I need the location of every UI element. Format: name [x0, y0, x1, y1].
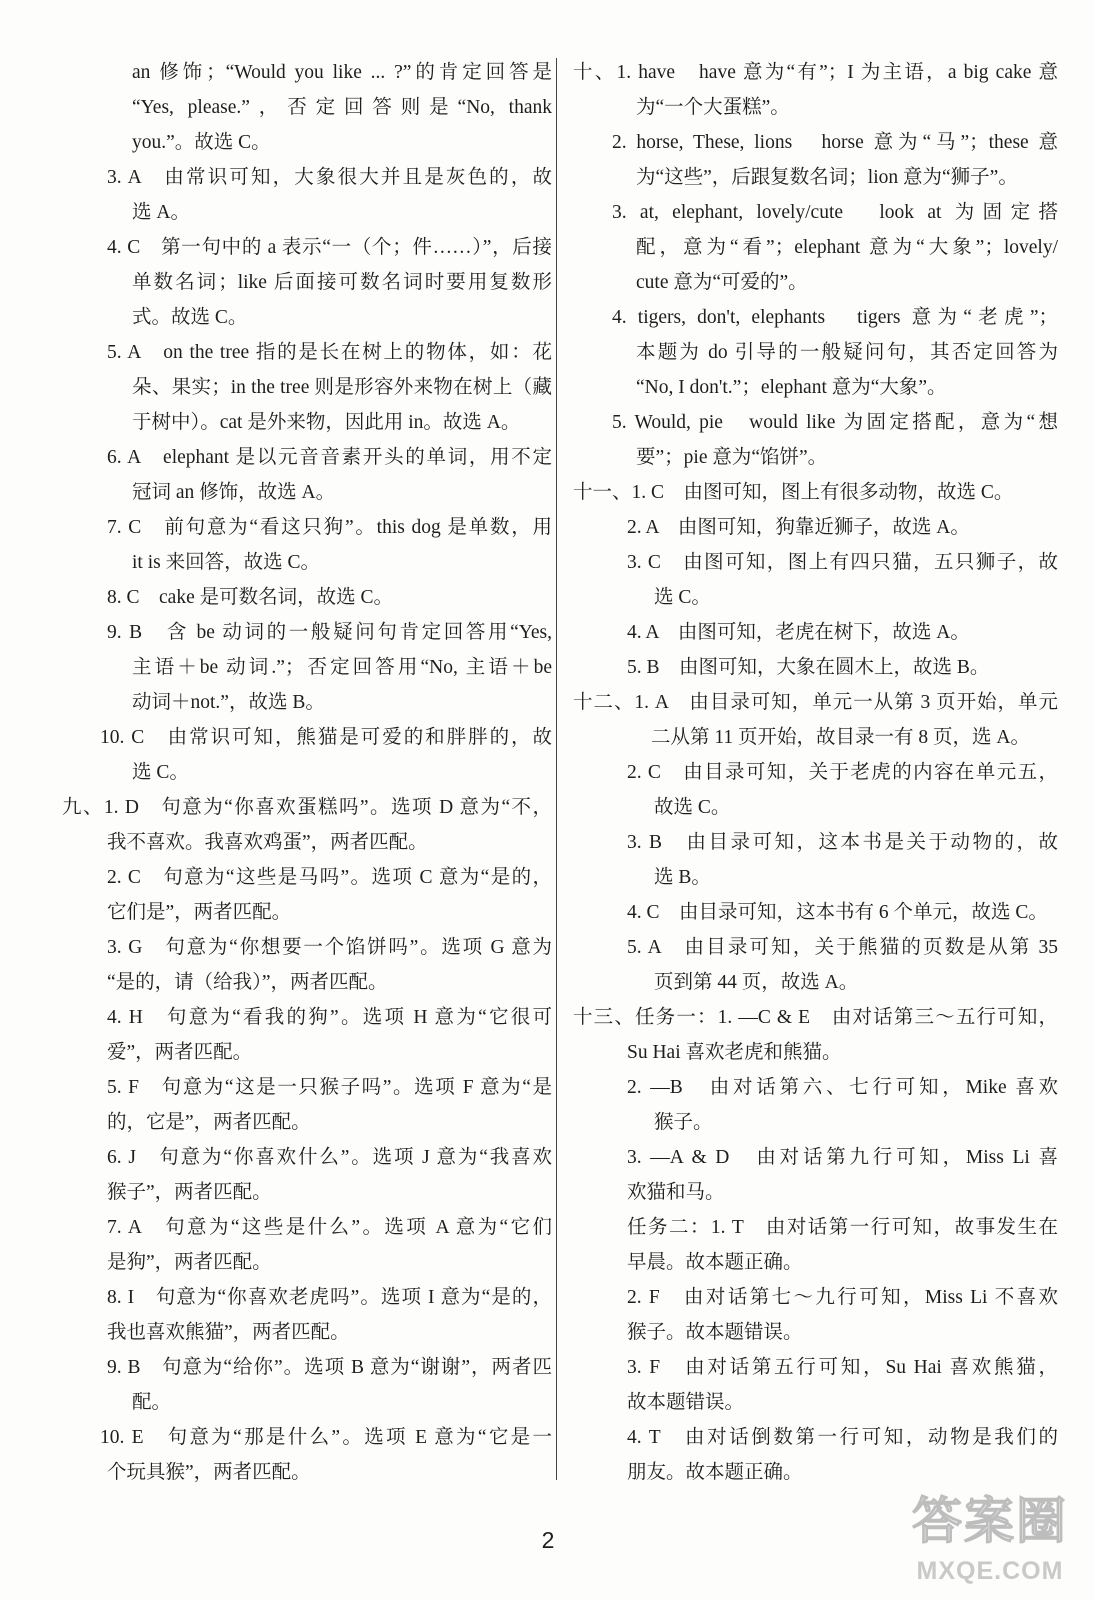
- section-heading-line: 十、1. have have 意为“有”；I 为主语，a big cake 意: [573, 62, 1058, 83]
- answer-line: 2. C 句意为“这些是马吗”。选项 C 意为“是的，: [107, 867, 552, 888]
- answer-line: 选 A。: [132, 202, 190, 223]
- watermark-logo: [900, 1488, 1080, 1596]
- answer-line: 为“一个大蛋糕”。: [636, 97, 790, 118]
- answer-line: 2. F 由对话第七～九行可知，Miss Li 不喜欢: [627, 1287, 1058, 1308]
- answer-line: 二从第 11 页开始，故目录一有 8 页，选 A。: [651, 727, 1030, 748]
- answer-line: 8. C cake 是可数名词，故选 C。: [107, 587, 393, 608]
- answer-line: 单数名词；like 后面接可数名词时要用复数形: [132, 272, 552, 293]
- watermark-logo-text: 答案圈: [912, 1492, 1068, 1550]
- answer-line: 个玩具猴”，两者匹配。: [107, 1462, 311, 1483]
- answer-line: 10. C 由常识可知，熊猫是可爱的和胖胖的，故: [100, 727, 552, 748]
- answer-line: “是的，请（给我）”，两者匹配。: [107, 972, 388, 993]
- answer-line: 9. B 含 be 动词的一般疑问句肯定回答用“Yes,: [107, 622, 552, 643]
- answer-line: 6. A elephant 是以元音音素开头的单词，用不定: [107, 447, 552, 468]
- answer-line: 页到第 44 页，故选 A。: [654, 972, 859, 993]
- answer-line: 5. Would, pie would like 为固定搭配，意为“想: [612, 412, 1058, 433]
- answer-line: 我也喜欢熊猫”，两者匹配。: [107, 1322, 350, 1343]
- answer-line: 4. H 句意为“看我的狗”。选项 H 意为“它很可: [107, 1007, 552, 1028]
- section-heading-line: 十一、1. C 由图可知，图上有很多动物，故选 C。: [573, 482, 1014, 503]
- answer-line: 4. tigers, don't, elephants tigers 意为“老虎”；: [612, 307, 1058, 328]
- answer-line: “No, I don't.”；elephant 意为“大象”。: [636, 377, 947, 398]
- answer-line: 任务二：1. T 由对话第一行可知，故事发生在: [627, 1217, 1058, 1238]
- answer-line: cute 意为“可爱的”。: [636, 272, 808, 293]
- answer-line: 3. G 句意为“你想要一个馅饼吗”。选项 G 意为: [107, 937, 552, 958]
- answer-line: 3. C 由图可知，图上有四只猫，五只狮子，故: [627, 552, 1058, 573]
- answer-line: 2. horse, These, lions horse 意为“马”；these 意: [612, 132, 1058, 153]
- answer-line: an 修饰；“Would you like ... ?”的肯定回答是: [132, 62, 552, 83]
- answer-line: 于树中）。cat 是外来物，因此用 in。故选 A。: [132, 412, 521, 433]
- answer-line: 4. C 第一句中的 a 表示“一（个；件……）”，后接: [107, 237, 552, 258]
- answer-line: 7. C 前句意为“看这只狗”。this dog 是单数，用: [107, 517, 552, 538]
- answer-line: 3. A 由常识可知，大象很大并且是灰色的，故: [107, 167, 552, 188]
- answer-line: it is 来回答，故选 C。: [132, 552, 320, 573]
- answer-line: 故本题错误。: [627, 1392, 745, 1413]
- answer-line: 爱”，两者匹配。: [107, 1042, 253, 1063]
- watermark-site-text: MXQE.COM: [916, 1557, 1064, 1585]
- answer-line: 主语＋be 动词.”；否定回答用“No, 主语＋be: [132, 657, 552, 678]
- answer-line: 5. F 句意为“这是一只猴子吗”。选项 F 意为“是: [107, 1077, 552, 1098]
- answer-line: 选 C。: [132, 762, 189, 783]
- answer-line: 6. J 句意为“你喜欢什么”。选项 J 意为“我喜欢: [107, 1147, 552, 1168]
- answer-line: 是狗”，两者匹配。: [107, 1252, 272, 1273]
- answer-line: 猴子”，两者匹配。: [107, 1182, 272, 1203]
- answer-line: 2. C 由目录可知，关于老虎的内容在单元五，: [627, 762, 1058, 783]
- answer-line: 它们是”，两者匹配。: [107, 902, 292, 923]
- answer-line: 要”；pie 意为“馅饼”。: [636, 447, 828, 468]
- answer-line: 配，意为“看”；elephant 意为“大象”；lovely/: [636, 237, 1058, 258]
- answer-line: 3. B 由目录可知，这本书是关于动物的，故: [627, 832, 1058, 853]
- answer-line: 朋友。故本题正确。: [627, 1462, 803, 1483]
- answer-line: 2. —B 由对话第六、七行可知，Mike 喜欢: [627, 1077, 1058, 1098]
- answer-line: 3. at, elephant, lovely/cute look at 为固定搭: [612, 202, 1058, 223]
- answer-line: 本题为 do 引导的一般疑问句，其否定回答为: [636, 342, 1058, 363]
- column-divider: [556, 58, 557, 1480]
- answer-line: 故选 C。: [654, 797, 731, 818]
- answer-line: 动词＋not.”，故选 B。: [132, 692, 325, 713]
- answer-line: 3. F 由对话第五行可知，Su Hai 喜欢熊猫，: [627, 1357, 1058, 1378]
- answer-line: Su Hai 喜欢老虎和熊猫。: [627, 1042, 842, 1063]
- answer-line: 欢猫和马。: [627, 1182, 725, 1203]
- answer-line: 配。: [132, 1392, 172, 1413]
- answer-line: “Yes, please.”，否定回答则是“No, thank: [132, 97, 552, 118]
- answer-line: 5. B 由图可知，大象在圆木上，故选 B。: [627, 657, 990, 678]
- answer-line: 为“这些”，后跟复数名词；lion 意为“狮子”。: [636, 167, 1018, 188]
- answer-line: 我不喜欢。我喜欢鸡蛋”，两者匹配。: [107, 832, 428, 853]
- answer-line: 4. T 由对话倒数第一行可知，动物是我们的: [627, 1427, 1058, 1448]
- section-heading-line: 十三、任务一：1. —C & E 由对话第三～五行可知，: [573, 1007, 1058, 1028]
- answer-line: 朵、果实；in the tree 则是形容外来物在树上（藏: [132, 377, 552, 398]
- answer-line: 选 B。: [654, 867, 711, 888]
- answer-line: 选 C。: [654, 587, 711, 608]
- answer-line: 猴子。: [654, 1112, 713, 1133]
- answer-line: 的，它是”，两者匹配。: [107, 1112, 311, 1133]
- section-heading-line: 十二、1. A 由目录可知，单元一从第 3 页开始，单元: [573, 692, 1058, 713]
- answer-line: 4. A 由图可知，老虎在树下，故选 A。: [627, 622, 970, 643]
- answer-line: 5. A 由目录可知，关于熊猫的页数是从第 35: [627, 937, 1058, 958]
- answer-line: 4. C 由目录可知，这本书有 6 个单元，故选 C。: [627, 902, 1048, 923]
- answer-line: 2. A 由图可知，狗靠近狮子，故选 A。: [627, 517, 970, 538]
- page-number: 2: [541, 1527, 555, 1553]
- answer-line: 3. —A & D 由对话第九行可知，Miss Li 喜: [627, 1147, 1058, 1168]
- answer-line: 9. B 句意为“给你”。选项 B 意为“谢谢”，两者匹: [107, 1357, 552, 1378]
- answer-line: 猴子。故本题错误。: [627, 1322, 803, 1343]
- answer-line: 早晨。故本题正确。: [627, 1252, 803, 1273]
- section-heading-line: 九、1. D 句意为“你喜欢蛋糕吗”。选项 D 意为“不，: [62, 797, 552, 818]
- answer-line: 冠词 an 修饰，故选 A。: [132, 482, 336, 503]
- answer-line: 式。故选 C。: [132, 307, 248, 328]
- answer-line: you.”。故选 C。: [132, 132, 271, 153]
- answer-line: 8. I 句意为“你喜欢老虎吗”。选项 I 意为“是的，: [107, 1287, 552, 1308]
- answer-line: 10. E 句意为“那是什么”。选项 E 意为“它是一: [100, 1427, 552, 1448]
- answer-line: 7. A 句意为“这些是什么”。选项 A 意为“它们: [107, 1217, 552, 1238]
- answer-line: 5. A on the tree 指的是长在树上的物体，如：花: [107, 342, 552, 363]
